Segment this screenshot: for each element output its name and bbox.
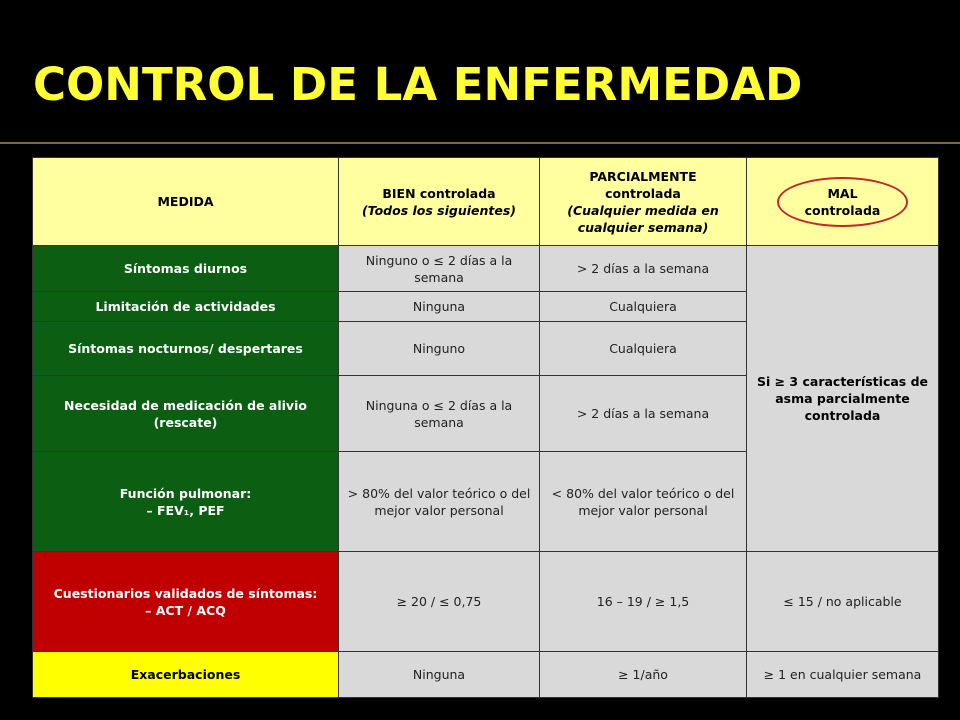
row-medida-line-1: Cuestionarios validados de síntomas: bbox=[53, 585, 318, 601]
row-medida: Síntomas nocturnos/ despertares bbox=[33, 322, 339, 376]
header-bien bbox=[339, 158, 540, 246]
title-divider bbox=[0, 142, 960, 144]
row-bien: Ninguna o ≤ 2 días a la semana bbox=[339, 376, 540, 452]
header-parcial-label-1: PARCIALMENTE bbox=[589, 168, 697, 184]
header-parcial-subtitle-1: (Cualquier medida en bbox=[567, 202, 719, 218]
table-row bbox=[33, 246, 939, 292]
row-medida: Necesidad de medicación de alivio (rescate) bbox=[33, 376, 339, 452]
row-bien: Ninguna bbox=[339, 292, 540, 322]
row-medida-line-2: – FEV₁, PEF bbox=[146, 502, 225, 518]
row-medida: Limitación de actividades bbox=[33, 292, 339, 322]
row-parcial: > 2 días a la semana bbox=[540, 246, 747, 292]
header-mal bbox=[747, 158, 939, 246]
row-bien: Ninguno o ≤ 2 días a la semana bbox=[339, 246, 540, 292]
mal-merged-cell: Si ≥ 3 características de asma parcialmente controlada bbox=[747, 246, 939, 552]
row-bien: Ninguno bbox=[339, 322, 540, 376]
table-header-row bbox=[33, 158, 939, 246]
header-bien-label: BIEN controlada bbox=[382, 185, 496, 201]
row-medida-line-2: – ACT / ACQ bbox=[145, 602, 226, 618]
header-mal-label-1: MAL bbox=[827, 185, 858, 201]
mal-highlight-oval bbox=[777, 177, 909, 227]
header-parcial bbox=[540, 158, 747, 246]
header-parcial-label-2: controlada bbox=[605, 185, 681, 201]
row-medida-line-1: Función pulmonar: bbox=[119, 485, 252, 501]
row-parcial: ≥ 1/año bbox=[540, 652, 747, 698]
row-parcial: > 2 días a la semana bbox=[540, 376, 747, 452]
row-mal: ≤ 15 / no aplicable bbox=[747, 552, 939, 652]
table-row bbox=[33, 652, 939, 698]
row-bien: > 80% del valor teórico o del mejor valor personal bbox=[339, 452, 540, 552]
row-mal: ≥ 1 en cualquier semana bbox=[747, 652, 939, 698]
page-title: CONTROL DE LA ENFERMEDAD bbox=[33, 58, 803, 111]
row-parcial: Cualquiera bbox=[540, 292, 747, 322]
header-parcial-subtitle-2: cualquier semana) bbox=[577, 219, 709, 235]
asthma-control-table bbox=[32, 157, 939, 698]
row-medida bbox=[33, 452, 339, 552]
row-parcial: 16 – 19 / ≥ 1,5 bbox=[540, 552, 747, 652]
row-medida bbox=[33, 552, 339, 652]
row-bien: Ninguna bbox=[339, 652, 540, 698]
header-medida: MEDIDA bbox=[33, 158, 339, 246]
header-bien-subtitle: (Todos los siguientes) bbox=[361, 202, 517, 218]
row-parcial: Cualquiera bbox=[540, 322, 747, 376]
row-medida: Síntomas diurnos bbox=[33, 246, 339, 292]
row-bien: ≥ 20 / ≤ 0,75 bbox=[339, 552, 540, 652]
row-medida: Exacerbaciones bbox=[33, 652, 339, 698]
row-parcial: < 80% del valor teórico o del mejor valor personal bbox=[540, 452, 747, 552]
header-mal-label-2: controlada bbox=[804, 202, 881, 218]
table-row bbox=[33, 552, 939, 652]
